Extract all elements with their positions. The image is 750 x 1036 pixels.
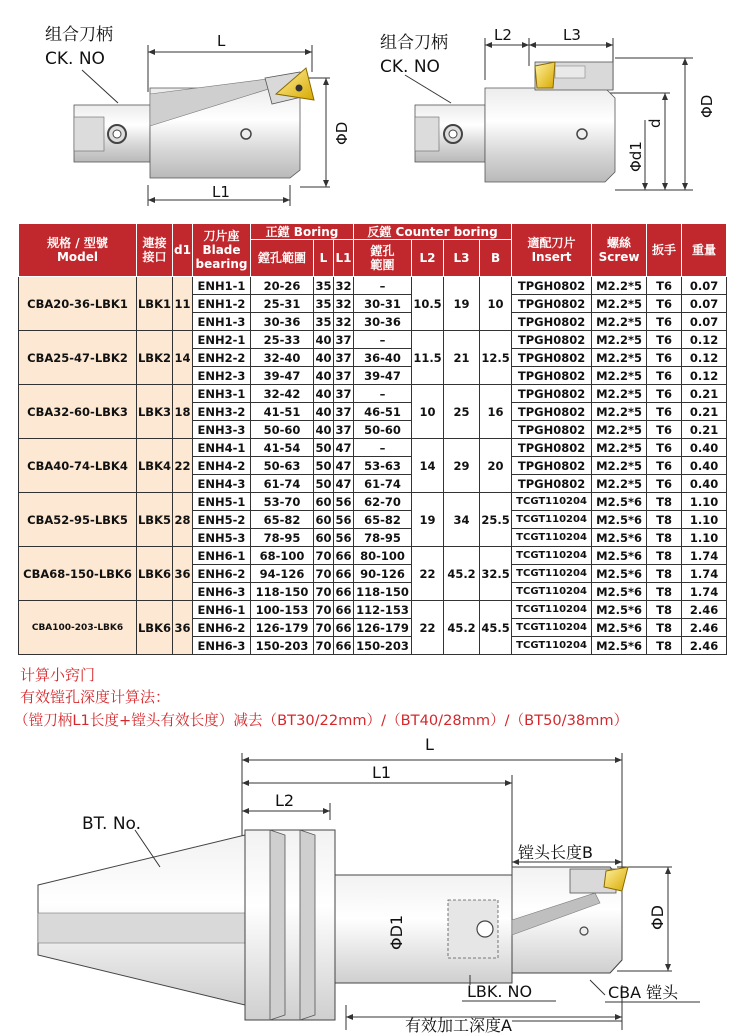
L1-cell: 47: [335, 440, 352, 455]
counter-range-cell: 90-126: [354, 565, 412, 583]
formula-text: （镗刀柄L1长度+镗头有效长度）减去（BT30/22mm）/（BT40/28mm）/（BT50/38mm）: [14, 712, 629, 729]
tips-title: 计算小窍门: [20, 666, 96, 684]
insert-cell: TPGH0802: [512, 421, 592, 439]
counter-range-cell: 50-60: [354, 421, 412, 439]
wrench-cell: T8: [647, 493, 682, 511]
counter-range-cell: –: [354, 277, 412, 295]
counter-range-cell: 78-95: [354, 529, 412, 547]
screw-cell: M2.2*5: [592, 439, 647, 457]
L2-cell: 22: [412, 601, 444, 655]
dim-L1-label: L1: [372, 763, 392, 782]
counter-range-cell: 126-179: [354, 619, 412, 637]
connect-cell: LBK5: [137, 493, 173, 547]
wrench-cell: T6: [647, 331, 682, 349]
L1-cell: 66: [335, 566, 352, 581]
L-cell: 40: [315, 368, 332, 383]
dim-L2-label: L2: [275, 791, 295, 810]
bottom-drawing: [0, 735, 750, 1036]
counter-range-cell: 112-153: [354, 601, 412, 619]
bore-range-cell: 150-203: [251, 637, 314, 655]
model-cell: CBA32-60-LBK3: [19, 385, 137, 439]
wrench-cell: T8: [647, 601, 682, 619]
cba-label: CBA 镗头: [608, 983, 679, 1002]
blade-cell: ENH2-1: [193, 331, 251, 349]
lbk-screw-icon: [477, 921, 493, 937]
blade-cell: ENH6-1: [193, 601, 251, 619]
header-B: B: [480, 240, 512, 277]
insert-cell: TCGT110204: [512, 529, 592, 547]
insert-cell: TCGT110204: [512, 583, 592, 601]
L1-cell: 37: [335, 332, 352, 347]
counter-range-cell: –: [354, 331, 412, 349]
header-L2: L2: [412, 240, 444, 277]
B-cell: 12.5: [480, 331, 512, 385]
insert-cell: TCGT110204: [512, 547, 592, 565]
table-row: [19, 601, 727, 619]
weight-cell: 0.21: [682, 421, 727, 439]
header-counter: 反鏜 Counter boring: [354, 224, 512, 240]
L-cell: 50: [315, 476, 332, 491]
blade-cell: ENH4-2: [193, 457, 251, 475]
screw-cell: M2.5*6: [592, 601, 647, 619]
depth-label: 有效加工深度A: [405, 1016, 512, 1035]
L1-cell: 66: [335, 602, 352, 617]
wrench-cell: T8: [647, 565, 682, 583]
screw-cell: M2.2*5: [592, 385, 647, 403]
wrench-cell: T6: [647, 421, 682, 439]
connect-cell: LBK1: [137, 277, 173, 331]
weight-cell: 0.07: [682, 313, 727, 331]
top-left-drawing: [0, 0, 375, 215]
screw-cell: M2.5*6: [592, 619, 647, 637]
weight-cell: 0.21: [682, 403, 727, 421]
weight-cell: 2.46: [682, 637, 727, 655]
bore-range-cell: 30-36: [251, 313, 314, 331]
model-cell: CBA68-150-LBK6: [19, 547, 137, 601]
screw-cell: M2.2*5: [592, 331, 647, 349]
counter-range-cell: 61-74: [354, 475, 412, 493]
L1-cell: 37: [335, 422, 352, 437]
spec-table: [18, 223, 727, 655]
insert-cell: TPGH0802: [512, 457, 592, 475]
model-cell: CBA20-36-LBK1: [19, 277, 137, 331]
L1-cell: 37: [335, 404, 352, 419]
bore-range-cell: 78-95: [251, 529, 314, 547]
bore-range-cell: 118-150: [251, 583, 314, 601]
dim-L2-label: L2: [494, 26, 512, 44]
table-row: [19, 547, 727, 565]
bt-label: BT. No.: [82, 814, 142, 834]
L-cell: 50: [315, 458, 332, 473]
L-cell: 50: [315, 440, 332, 455]
blade-cell: ENH5-1: [193, 493, 251, 511]
wrench-cell: T6: [647, 313, 682, 331]
connect-cell: LBK2: [137, 331, 173, 385]
bore-range-cell: 50-63: [251, 457, 314, 475]
bore-range-cell: 126-179: [251, 619, 314, 637]
blade-cell: ENH6-1: [193, 547, 251, 565]
boring-head-body: [485, 88, 615, 182]
bore-range-cell: 41-51: [251, 403, 314, 421]
weight-cell: 2.46: [682, 619, 727, 637]
L3-cell: 25: [444, 385, 480, 439]
insert-cell: TPGH0802: [512, 331, 592, 349]
wrench-cell: T6: [647, 295, 682, 313]
blade-cell: ENH4-1: [193, 439, 251, 457]
L-cell: 70: [315, 566, 332, 581]
header-weight: 重量: [682, 224, 727, 277]
weight-cell: 0.07: [682, 277, 727, 295]
insert-cell: TPGH0802: [512, 349, 592, 367]
header-d1: d1: [173, 224, 193, 277]
d1-cell: 36: [173, 601, 193, 655]
L1-cell: 32: [335, 278, 352, 293]
insert-cell: TPGH0802: [512, 439, 592, 457]
screw-cell: M2.5*6: [592, 547, 647, 565]
header-blade: 刀片座 Blade bearing: [193, 224, 251, 277]
L2-cell: 10.5: [412, 277, 444, 331]
wrench-cell: T8: [647, 583, 682, 601]
blade-cell: ENH6-3: [193, 583, 251, 601]
insert-cell: TCGT110204: [512, 619, 592, 637]
bore-range-cell: 25-31: [251, 295, 314, 313]
screw-cell: M2.5*6: [592, 529, 647, 547]
weight-cell: 1.10: [682, 529, 727, 547]
header-screw: 螺絲 Screw: [592, 224, 647, 277]
d1-cell: 28: [173, 493, 193, 547]
counter-range-cell: 150-203: [354, 637, 412, 655]
assembly-label: 组合刀柄: [380, 33, 448, 53]
L-cell: 35: [315, 296, 332, 311]
body-screw-icon: [577, 129, 587, 139]
L1-cell: 47: [335, 476, 352, 491]
L-cell: 70: [315, 584, 332, 599]
wrench-cell: T6: [647, 367, 682, 385]
L2-cell: 10: [412, 385, 444, 439]
L-cell: 35: [315, 314, 332, 329]
L2-cell: 11.5: [412, 331, 444, 385]
L-cell: 40: [315, 422, 332, 437]
L1-cell: 56: [335, 494, 352, 509]
L3-cell: 45.2: [444, 547, 480, 601]
header-model: 规格 / 型號 Model: [19, 224, 137, 277]
blade-cell: ENH6-3: [193, 637, 251, 655]
wrench-cell: T6: [647, 475, 682, 493]
B-cell: 16: [480, 385, 512, 439]
L3-cell: 19: [444, 277, 480, 331]
wrench-cell: T6: [647, 277, 682, 295]
blade-cell: ENH3-3: [193, 421, 251, 439]
head-length-label: 镗头长度B: [518, 843, 593, 862]
blade-cell: ENH3-2: [193, 403, 251, 421]
L-cell: 70: [315, 548, 332, 563]
wrench-cell: T8: [647, 619, 682, 637]
bore-range-cell: 100-153: [251, 601, 314, 619]
triangle-insert-icon: [535, 62, 555, 88]
weight-cell: 0.12: [682, 331, 727, 349]
L-cell: 35: [315, 278, 332, 293]
L-cell: 40: [315, 350, 332, 365]
table-row: [19, 277, 727, 295]
header-L1: L1: [334, 240, 354, 277]
header-L3: L3: [444, 240, 480, 277]
counter-range-cell: 118-150: [354, 583, 412, 601]
weight-cell: 0.21: [682, 385, 727, 403]
connect-cell: LBK6: [137, 547, 173, 601]
insert-cell: TPGH0802: [512, 277, 592, 295]
L-cell: 60: [315, 512, 332, 527]
weight-cell: 0.12: [682, 367, 727, 385]
d1-cell: 11: [173, 277, 193, 331]
counter-range-cell: 53-63: [354, 457, 412, 475]
weight-cell: 0.12: [682, 349, 727, 367]
blade-cell: ENH1-1: [193, 277, 251, 295]
d1-cell: 36: [173, 547, 193, 601]
dim-L1-label: L1: [212, 183, 230, 201]
blade-cell: ENH6-2: [193, 565, 251, 583]
L1-cell: 56: [335, 512, 352, 527]
blade-cell: ENH2-3: [193, 367, 251, 385]
bore-range-cell: 20-26: [251, 277, 314, 295]
wrench-cell: T6: [647, 349, 682, 367]
L1-cell: 66: [335, 620, 352, 635]
dim-D-label: ΦD: [333, 121, 351, 145]
L3-cell: 34: [444, 493, 480, 547]
head-screw-icon: [580, 927, 588, 935]
bore-range-cell: 65-82: [251, 511, 314, 529]
header-wrench: 扳手: [647, 224, 682, 277]
weight-cell: 0.07: [682, 295, 727, 313]
screw-cell: M2.5*6: [592, 565, 647, 583]
counter-range-cell: 30-31: [354, 295, 412, 313]
L2-cell: 19: [412, 493, 444, 547]
wrench-cell: T8: [647, 547, 682, 565]
L2-cell: 22: [412, 547, 444, 601]
assembly-label: 组合刀柄: [45, 25, 113, 45]
bore-range-cell: 25-33: [251, 331, 314, 349]
header-boring: 正鏜 Boring: [251, 224, 354, 240]
table-row: [19, 385, 727, 403]
insert-cell: TCGT110204: [512, 601, 592, 619]
L-cell: 70: [315, 620, 332, 635]
dim-D-label: ΦD: [648, 905, 667, 930]
insert-cell: TCGT110204: [512, 637, 592, 655]
L-cell: 70: [315, 602, 332, 617]
L3-cell: 29: [444, 439, 480, 493]
bore-range-cell: 68-100: [251, 547, 314, 565]
L1-cell: 47: [335, 458, 352, 473]
model-cell: CBA52-95-LBK5: [19, 493, 137, 547]
blade-cell: ENH5-3: [193, 529, 251, 547]
L-cell: 40: [315, 404, 332, 419]
header-connect: 連接 接口: [137, 224, 173, 277]
d1-cell: 18: [173, 385, 193, 439]
weight-cell: 1.74: [682, 565, 727, 583]
insert-cell: TCGT110204: [512, 511, 592, 529]
dim-d1-label: Φd1: [627, 141, 645, 172]
screw-cell: M2.2*5: [592, 295, 647, 313]
blade-cell: ENH4-3: [193, 475, 251, 493]
B-cell: 20: [480, 439, 512, 493]
blade-cell: ENH1-2: [193, 295, 251, 313]
connect-cell: LBK6: [137, 601, 173, 655]
body-screw-icon: [241, 129, 251, 139]
dim-d-label: d: [646, 118, 664, 128]
formula-title: 有效镗孔深度计算法：: [20, 688, 171, 706]
bore-range-cell: 94-126: [251, 565, 314, 583]
blade-cell: ENH1-3: [193, 313, 251, 331]
connect-cell: LBK3: [137, 385, 173, 439]
counter-range-cell: –: [354, 439, 412, 457]
L1-cell: 37: [335, 350, 352, 365]
wrench-cell: T6: [647, 457, 682, 475]
weight-cell: 0.40: [682, 439, 727, 457]
weight-cell: 1.74: [682, 547, 727, 565]
d1-cell: 22: [173, 439, 193, 493]
L3-cell: 45.2: [444, 601, 480, 655]
dim-L-label: L: [217, 32, 226, 50]
screw-cell: M2.5*6: [592, 493, 647, 511]
bore-range-cell: 61-74: [251, 475, 314, 493]
table-row: [19, 439, 727, 457]
counter-range-cell: 80-100: [354, 547, 412, 565]
L1-cell: 32: [335, 314, 352, 329]
B-cell: 25.5: [480, 493, 512, 547]
wrench-cell: T8: [647, 511, 682, 529]
flange: [245, 830, 335, 1020]
L-cell: 60: [315, 494, 332, 509]
insert-cell: TPGH0802: [512, 313, 592, 331]
screw-cell: M2.2*5: [592, 403, 647, 421]
insert-cell: TPGH0802: [512, 367, 592, 385]
L1-cell: 56: [335, 530, 352, 545]
L1-cell: 32: [335, 296, 352, 311]
insert-cell: TPGH0802: [512, 385, 592, 403]
screw-cell: M2.2*5: [592, 313, 647, 331]
bore-range-cell: 41-54: [251, 439, 314, 457]
blade-cell: ENH5-2: [193, 511, 251, 529]
counter-range-cell: 46-51: [354, 403, 412, 421]
bore-range-cell: 39-47: [251, 367, 314, 385]
L1-cell: 66: [335, 584, 352, 599]
counter-range-cell: 65-82: [354, 511, 412, 529]
connect-cell: LBK4: [137, 439, 173, 493]
dim-D1-label: ΦD1: [387, 914, 406, 950]
header-bore-range: 鏜孔範圍: [251, 240, 314, 277]
weight-cell: 2.46: [682, 601, 727, 619]
wrench-cell: T6: [647, 439, 682, 457]
screw-cell: M2.2*5: [592, 277, 647, 295]
screw-cell: M2.2*5: [592, 349, 647, 367]
insert-cell: TPGH0802: [512, 295, 592, 313]
bore-range-cell: 32-40: [251, 349, 314, 367]
screw-cell: M2.5*6: [592, 511, 647, 529]
dim-L-label: L: [425, 735, 434, 754]
weight-cell: 0.40: [682, 457, 727, 475]
ck-label: CK. NO: [45, 49, 105, 69]
model-cell: CBA40-74-LBK4: [19, 439, 137, 493]
dim-D-label: ΦD: [698, 94, 716, 118]
counter-range-cell: 30-36: [354, 313, 412, 331]
blade-cell: ENH6-2: [193, 619, 251, 637]
L-cell: 60: [315, 530, 332, 545]
screw-cell: M2.2*5: [592, 457, 647, 475]
bore-range-cell: 53-70: [251, 493, 314, 511]
counter-range-cell: 39-47: [354, 367, 412, 385]
L1-cell: 66: [335, 638, 352, 653]
lbk-label: LBK. NO: [467, 982, 533, 1001]
wrench-cell: T8: [647, 529, 682, 547]
weight-cell: 1.10: [682, 511, 727, 529]
counter-range-cell: 62-70: [354, 493, 412, 511]
insert-cell: TPGH0802: [512, 403, 592, 421]
L1-cell: 66: [335, 548, 352, 563]
weight-cell: 0.40: [682, 475, 727, 493]
B-cell: 10: [480, 277, 512, 331]
L2-cell: 14: [412, 439, 444, 493]
table-row: [19, 493, 727, 511]
L1-cell: 37: [335, 368, 352, 383]
L3-cell: 21: [444, 331, 480, 385]
header-counter-range: 鏜孔 範圍: [354, 240, 412, 277]
screw-cell: M2.2*5: [592, 367, 647, 385]
B-cell: 45.5: [480, 601, 512, 655]
header-L: L: [314, 240, 334, 277]
blade-cell: ENH3-1: [193, 385, 251, 403]
model-cell: CBA100-203-LBK6: [19, 601, 137, 655]
dim-L3-label: L3: [563, 26, 581, 44]
bore-range-cell: 32-42: [251, 385, 314, 403]
screw-cell: M2.2*5: [592, 475, 647, 493]
insert-cell: TPGH0802: [512, 475, 592, 493]
insert-cell: TCGT110204: [512, 493, 592, 511]
screw-cell: M2.5*6: [592, 637, 647, 655]
screw-cell: M2.2*5: [592, 421, 647, 439]
ck-label: CK. NO: [380, 57, 440, 77]
counter-range-cell: 36-40: [354, 349, 412, 367]
L-cell: 70: [315, 638, 332, 653]
header-insert: 適配刀片 Insert: [512, 224, 592, 277]
bore-range-cell: 50-60: [251, 421, 314, 439]
wrench-cell: T8: [647, 637, 682, 655]
B-cell: 32.5: [480, 547, 512, 601]
blade-cell: ENH2-2: [193, 349, 251, 367]
L-cell: 40: [315, 332, 332, 347]
table-row: [19, 331, 727, 349]
triangle-insert-icon: [604, 867, 628, 891]
model-cell: CBA25-47-LBK2: [19, 331, 137, 385]
weight-cell: 1.74: [682, 583, 727, 601]
wrench-cell: T6: [647, 385, 682, 403]
d1-cell: 14: [173, 331, 193, 385]
weight-cell: 1.10: [682, 493, 727, 511]
insert-cell: TCGT110204: [512, 565, 592, 583]
counter-range-cell: –: [354, 385, 412, 403]
screw-cell: M2.5*6: [592, 583, 647, 601]
wrench-cell: T6: [647, 403, 682, 421]
L-cell: 40: [315, 386, 332, 401]
L1-cell: 37: [335, 386, 352, 401]
top-right-drawing: [375, 0, 750, 215]
